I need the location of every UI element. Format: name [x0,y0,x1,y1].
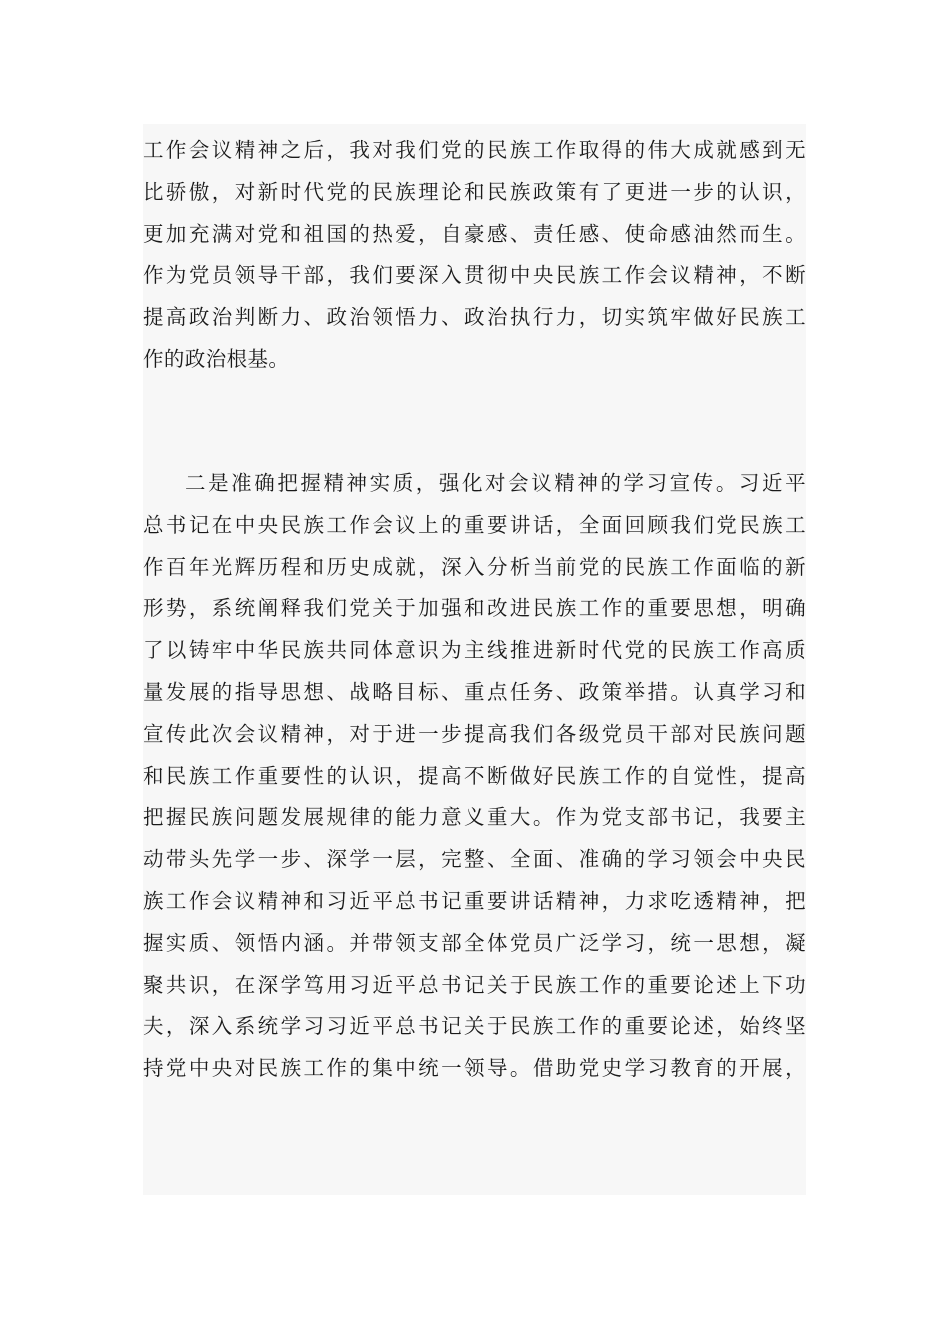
text-line: 和民族工作重要性的认识，提高不断做好民族工作的自觉性，提高 [143,763,806,788]
text-line: 工作会议精神之后，我对我们党的民族工作取得的伟大成就感到无 [143,138,806,162]
text-line: 持党中央对民族工作的集中统一领导。借助党史学习教育的开展， [143,1056,806,1081]
paragraph-study-and-publicity [143,463,806,1090]
text-line: 总书记在中央民族工作会议上的重要讲话，全面回顾我们党民族工 [143,512,806,537]
text-line: 夫，深入系统学习习近平总书记关于民族工作的重要论述，始终坚 [143,1014,806,1039]
text-line: 了以铸牢中华民族共同体意识为主线推进新时代党的民族工作高质 [143,638,806,663]
text-line: 宣传此次会议精神，对于进一步提高我们各级党员干部对民族问题 [143,721,806,746]
text-line: 作的政治根基。 [143,346,290,371]
text-line: 作百年光辉历程和历史成就，深入分析当前党的民族工作面临的新 [143,554,806,579]
text-line: 动带头先学一步、深学一层，完整、全面、准确的学习领会中央民 [143,847,806,872]
text-line: 形势，系统阐释我们党关于加强和改进民族工作的重要思想，明确 [143,596,806,621]
text-line: 量发展的指导思想、战略目标、重点任务、政策举措。认真学习和 [143,679,806,704]
text-line-first: 二是准确把握精神实质，强化对会议精神的学习宣传。习近平 [185,471,806,495]
text-block [143,124,806,1195]
paragraph-continuation [143,130,806,381]
text-line: 聚共识，在深学笃用习近平总书记关于民族工作的重要论述上下功 [143,972,806,997]
text-line: 更加充满对党和祖国的热爱，自豪感、责任感、使命感油然而生。 [143,221,806,246]
text-line: 握实质、领悟内涵。并带领支部全体党员广泛学习，统一思想，凝 [143,930,806,955]
text-line: 作为党员领导干部，我们要深入贯彻中央民族工作会议精神，不断 [143,263,806,288]
text-line: 比骄傲，对新时代党的民族理论和民族政策有了更进一步的认识， [143,179,806,204]
text-line: 提高政治判断力、政治领悟力、政治执行力，切实筑牢做好民族工 [143,305,806,330]
text-line: 把握民族问题发展规律的能力意义重大。作为党支部书记，我要主 [143,805,806,830]
text-line: 族工作会议精神和习近平总书记重要讲话精神，力求吃透精神，把 [143,888,806,913]
